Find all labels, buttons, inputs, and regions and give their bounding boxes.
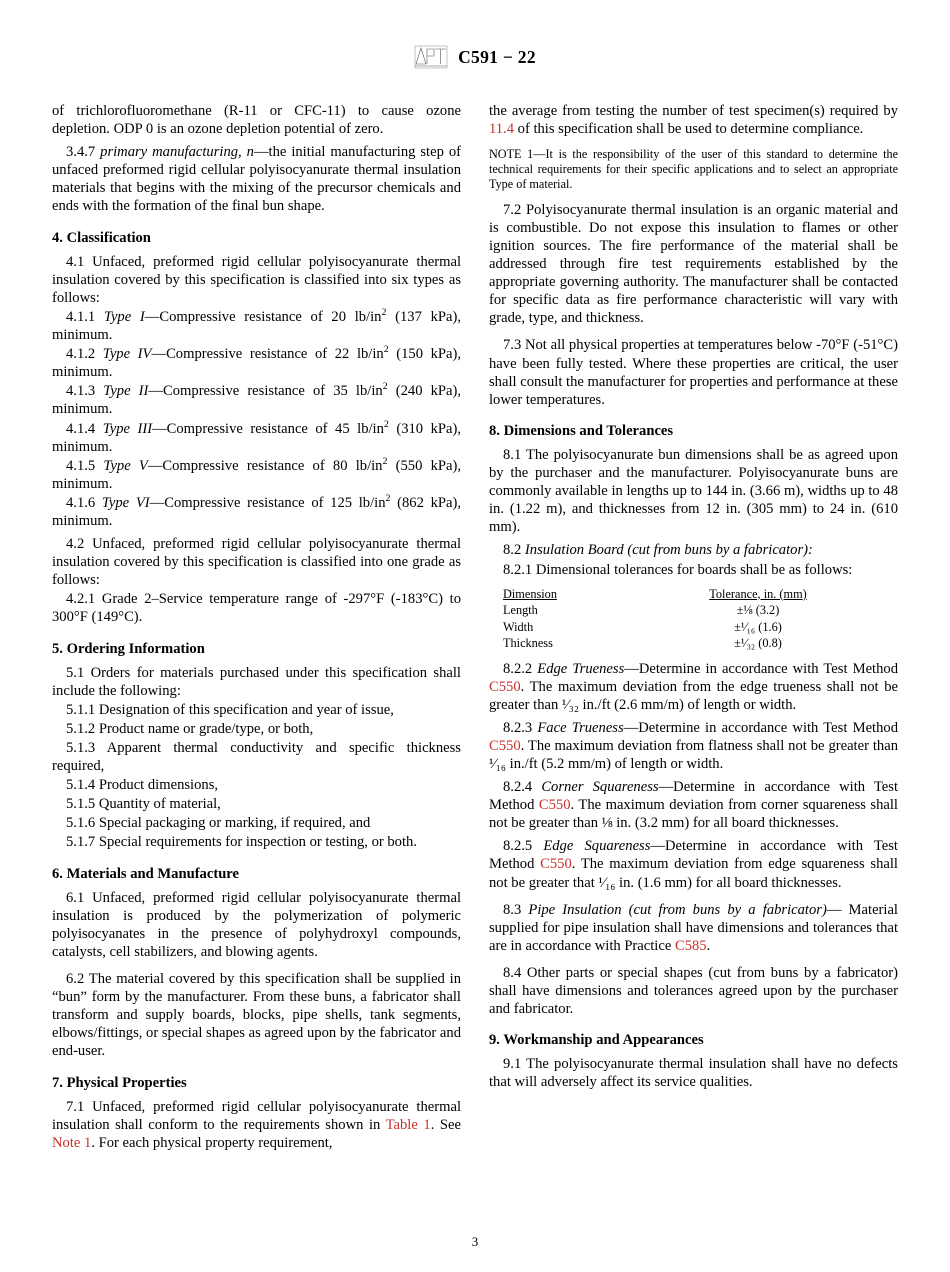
text-b: . The maximum deviation from edge squareness shall not be greater that ¹⁄₁₆ in. (1.6 mm) for all board thicknesses.	[489, 856, 898, 891]
clause-6-2: 6.2 The material covered by this specification shall be supplied in “bun” form by the manufacturer. From these buns, a fabricator shall transform and supply boards, blocks, pipe shells, tank segments, elbows/fittings, or special shapes as agreed upon by the fabricator and end-user.	[52, 971, 461, 1060]
clause-4-1-3	[52, 382, 461, 418]
clause-5-1-2: 5.1.2 Product name or grade/type, or both,	[66, 720, 314, 737]
clause-4-1-6	[52, 494, 461, 530]
clause-term: Insulation Board (cut from buns by a fabricator):	[524, 542, 813, 559]
link-11-4[interactable]: 11.4	[489, 121, 514, 138]
col-header-dimension: Dimension	[503, 586, 557, 601]
clause-term: Edge Squareness	[543, 838, 651, 855]
section-heading-6: 6. Materials and Manufacture	[52, 865, 239, 882]
page-header	[52, 44, 898, 90]
clause-8-2-3	[489, 719, 898, 773]
def-term: primary manufacturing, n	[100, 144, 254, 161]
clause-5-1-3: 5.1.3 Apparent thermal conductivity and specific thickness required,	[52, 740, 461, 775]
section-heading-7: 7. Physical Properties	[52, 1074, 187, 1091]
clause-8-4: 8.4 Other parts or special shapes (cut from buns by a fabricator) shall have dimensions and tolerances agreed upon by the purchaser and fabricator.	[489, 964, 898, 1018]
text-b: . The maximum deviation from the edge trueness shall not be greater than ¹⁄₃₂ in./ft (2.6 mm/m) of length or width.	[489, 678, 898, 713]
clause-text-b: (862 kPa), minimum.	[52, 494, 461, 529]
clause-number: 4.1.3	[66, 383, 96, 400]
link-table-1[interactable]: Table 1	[385, 1116, 431, 1133]
text-a: —Determine in accordance with Test Method	[624, 660, 898, 677]
clause-5-1-5: 5.1.5 Quantity of material,	[66, 796, 221, 813]
text-b: of this specification shall be used to determine compliance.	[514, 121, 864, 138]
astm-logo-icon	[414, 44, 448, 70]
clause-number: 8.2	[503, 542, 522, 559]
link-c550[interactable]: C550	[538, 797, 571, 814]
clause-5-1-7: 5.1.7 Special requirements for inspection or testing, or both.	[66, 834, 417, 851]
clause-4-1-4	[52, 420, 461, 456]
cell-dimension: Width	[503, 619, 534, 634]
paragraph-continued-right	[489, 102, 898, 138]
clause-7-1	[52, 1098, 461, 1152]
clause-term: Type III	[102, 420, 153, 437]
clause-8-2-5	[489, 837, 898, 891]
text-a: — Material supplied for pipe insulation shall have dimensions and tolerances that are in accordance with Practice	[489, 901, 898, 954]
clause-5-1-1: 5.1.1 Designation of this specification and year of issue,	[66, 701, 394, 718]
link-c550[interactable]: C550	[540, 856, 572, 873]
def-text: —the initial manufacturing step of unfaced preformed rigid cellular polyisocyanurate thermal insulation materials that begins with the mixing of the precursor chemicals and ends with the formation of the final bun shape.	[52, 144, 461, 215]
clause-number: 8.3	[503, 901, 522, 918]
text-b: . The maximum deviation from corner squareness shall not be greater than ⅛ in. (3.2 mm) for all board thicknesses.	[489, 797, 898, 832]
section-heading-5: 5. Ordering Information	[52, 640, 205, 657]
text-a: —Determine in accordance with Test Method	[489, 838, 898, 873]
clause-4-1-5	[52, 457, 461, 493]
clause-term: Corner Squareness	[541, 779, 659, 796]
clause-text-b: . For each physical property requirement,	[91, 1134, 333, 1151]
section-heading-8: 8. Dimensions and Tolerances	[489, 422, 674, 439]
link-c550[interactable]: C550	[489, 737, 521, 754]
clause-number: 8.2.4	[503, 779, 533, 796]
superscript: 2	[382, 455, 388, 467]
document-designation: C591 − 22	[458, 46, 536, 67]
clause-8-2	[489, 541, 898, 559]
clause-number: 4.1.5	[66, 457, 96, 474]
clause-text-a: —Compressive resistance of 22 lb/in	[151, 346, 384, 363]
superscript: 2	[385, 493, 391, 505]
clause-text-b: (240 kPa), minimum.	[52, 383, 462, 418]
clause-9-1: 9.1 The polyisocyanurate thermal insulation shall have no defects that will adversely affect its service qualities.	[489, 1056, 898, 1091]
clause-text-b: (310 kPa), minimum.	[52, 420, 462, 455]
clause-term: Face Trueness	[537, 719, 624, 736]
clause-text-a: —Compressive resistance of 35 lb/in	[148, 383, 383, 400]
clause-text-a: —Compressive resistance of 80 lb/in	[147, 457, 383, 474]
clause-number: 8.2.5	[503, 838, 533, 855]
clause-8-3	[489, 901, 898, 955]
clause-5-1-4: 5.1.4 Product dimensions,	[66, 777, 219, 794]
clause-text-mid: . See	[430, 1116, 461, 1133]
clause-number: 4.1.4	[66, 420, 96, 437]
text-a: —Determine in accordance with Test Method	[489, 779, 899, 814]
clause-term: Type V	[103, 457, 148, 474]
clause-term: Type VI	[101, 494, 150, 511]
clause-text-b: (550 kPa), minimum.	[52, 457, 461, 492]
clause-term: Type I	[103, 308, 145, 325]
clause-7-3: 7.3 Not all physical properties at temperatures below -70°F (-51°C) have been fully tested. Where these properties are critical, the user shall consult the manufacturer for properties and performance at these lower temperatures.	[489, 337, 898, 408]
text-a: the average from testing the number of test specimen(s) required by	[489, 103, 898, 119]
clause-5-1: 5.1 Orders for materials purchased under this specification shall include the following:	[52, 664, 461, 699]
clause-text-b: (137 kPa), minimum.	[52, 308, 461, 344]
clause-term: Edge Trueness	[537, 660, 625, 677]
superscript: 2	[382, 381, 388, 393]
table-row	[503, 619, 863, 635]
superscript: 2	[383, 418, 389, 430]
clause-number: 4.1.2	[66, 346, 96, 363]
def-number: 3.4.7	[66, 144, 96, 161]
link-note-1[interactable]: Note 1	[52, 1134, 92, 1151]
table-row	[503, 635, 863, 651]
clause-4-2: 4.2 Unfaced, preformed rigid cellular polyisocyanurate thermal insulation covered by this specification is classified into one grade as follows:	[52, 536, 461, 589]
clause-6-1: 6.1 Unfaced, preformed rigid cellular polyisocyanurate thermal insulation is produced by the polymerization of polymeric polyisocyanates in the presence of polyhydroxyl compounds, catalysts, cell stabilizers, and blowing agents.	[52, 889, 461, 960]
table-header-row	[503, 587, 863, 603]
paragraph-continued: of trichlorofluoromethane (R-11 or CFC-11) to cause ozone depletion. ODP 0 is an ozone depletion potential of zero.	[52, 103, 461, 138]
clause-8-2-1: 8.2.1 Dimensional tolerances for boards shall be as follows:	[503, 561, 853, 578]
clause-number: 8.2.2	[503, 660, 533, 677]
link-c585[interactable]: C585	[674, 937, 707, 954]
clause-number: 8.2.3	[503, 719, 533, 736]
clause-5-1-6: 5.1.6 Special packaging or marking, if required, and	[66, 815, 371, 832]
note-text: —It is the responsibility of the user of this standard to determine the technical requirements for their specific applications and to select an appropriate Type of material.	[489, 147, 898, 191]
section-heading-9: 9. Workmanship and Appearances	[489, 1032, 704, 1049]
table-row	[503, 603, 863, 619]
clause-term: Type II	[103, 383, 149, 400]
text-b: . The maximum deviation from flatness shall not be greater than ¹⁄₁₆ in./ft (5.2 mm/m) of length or width.	[489, 737, 898, 772]
clause-term: Pipe Insulation (cut from buns by a fabricator)	[528, 901, 827, 918]
clause-4-2-1: 4.2.1 Grade 2–Service temperature range of -297°F (-183°C) to 300°F (149°C).	[52, 591, 461, 626]
two-column-body	[52, 102, 898, 1153]
text-b: .	[706, 937, 711, 954]
page-number: 3	[471, 1234, 479, 1249]
definition-3-4-7	[52, 143, 461, 215]
clause-8-1: 8.1 The polyisocyanurate bun dimensions shall be as agreed upon by the purchaser and the manufacturer. Polyisocyanurate buns are commonly available in lengths up to 144 in. (3.66 m), widths up to 48 in. (1.22 m), and thicknesses from 12 in. (305 mm) to 24 in. (610 mm).	[489, 446, 898, 536]
superscript: 2	[381, 307, 387, 319]
clause-text-a: —Compressive resistance of 45 lb/in	[152, 420, 384, 437]
clause-4-1-2	[52, 345, 461, 381]
clause-number: 4.1.1	[66, 308, 96, 325]
cell-dimension: Length	[503, 603, 538, 618]
clause-8-2-4	[489, 778, 898, 832]
clause-number: 4.1.6	[66, 494, 96, 511]
clause-term: Type IV	[102, 346, 152, 363]
cell-tolerance: ±¹⁄₃₂ (0.8)	[734, 635, 782, 650]
section-heading-4: 4. Classification	[52, 229, 151, 246]
clause-7-2: 7.2 Polyisocyanurate thermal insulation is an organic material and is combustible. Do not expose this insulation to flames or other ignition sources. The fire performance of the material shall be addressed through fire test requirements established by the appropriate governing authority. The manufacturer shall be contacted for specific data as fire performance characteristic will vary with grade, type, and thickness.	[489, 201, 898, 327]
left-column	[52, 102, 461, 1153]
cell-tolerance: ±¹⁄₁₆ (1.6)	[734, 619, 782, 634]
cell-dimension: Thickness	[503, 635, 553, 650]
link-c550[interactable]: C550	[489, 678, 521, 695]
dimensional-tolerance-table	[503, 587, 863, 652]
clause-4-1: 4.1 Unfaced, preformed rigid cellular polyisocyanurate thermal insulation covered by this specification is classified into six types as follows:	[52, 253, 461, 306]
clause-text-a: 7.1 Unfaced, preformed rigid cellular polyisocyanurate thermal insulation shall conform to the requirements shown in	[52, 1098, 461, 1133]
right-column	[489, 102, 898, 1153]
clause-text-b: (150 kPa), minimum.	[52, 346, 462, 381]
col-header-tolerance: Tolerance, in. (mm)	[709, 586, 807, 601]
note-label: NOTE 1	[489, 147, 534, 162]
clause-text-a: —Compressive resistance of 20 lb/in	[144, 308, 382, 325]
superscript: 2	[383, 344, 389, 356]
clause-8-2-2	[489, 660, 898, 714]
clause-4-1-1	[52, 308, 461, 344]
text-a: —Determine in accordance with Test Method	[623, 719, 898, 736]
clause-text-a: —Compressive resistance of 125 lb/in	[149, 494, 386, 511]
cell-tolerance: ±⅛ (3.2)	[736, 603, 780, 618]
note-1	[489, 147, 898, 192]
